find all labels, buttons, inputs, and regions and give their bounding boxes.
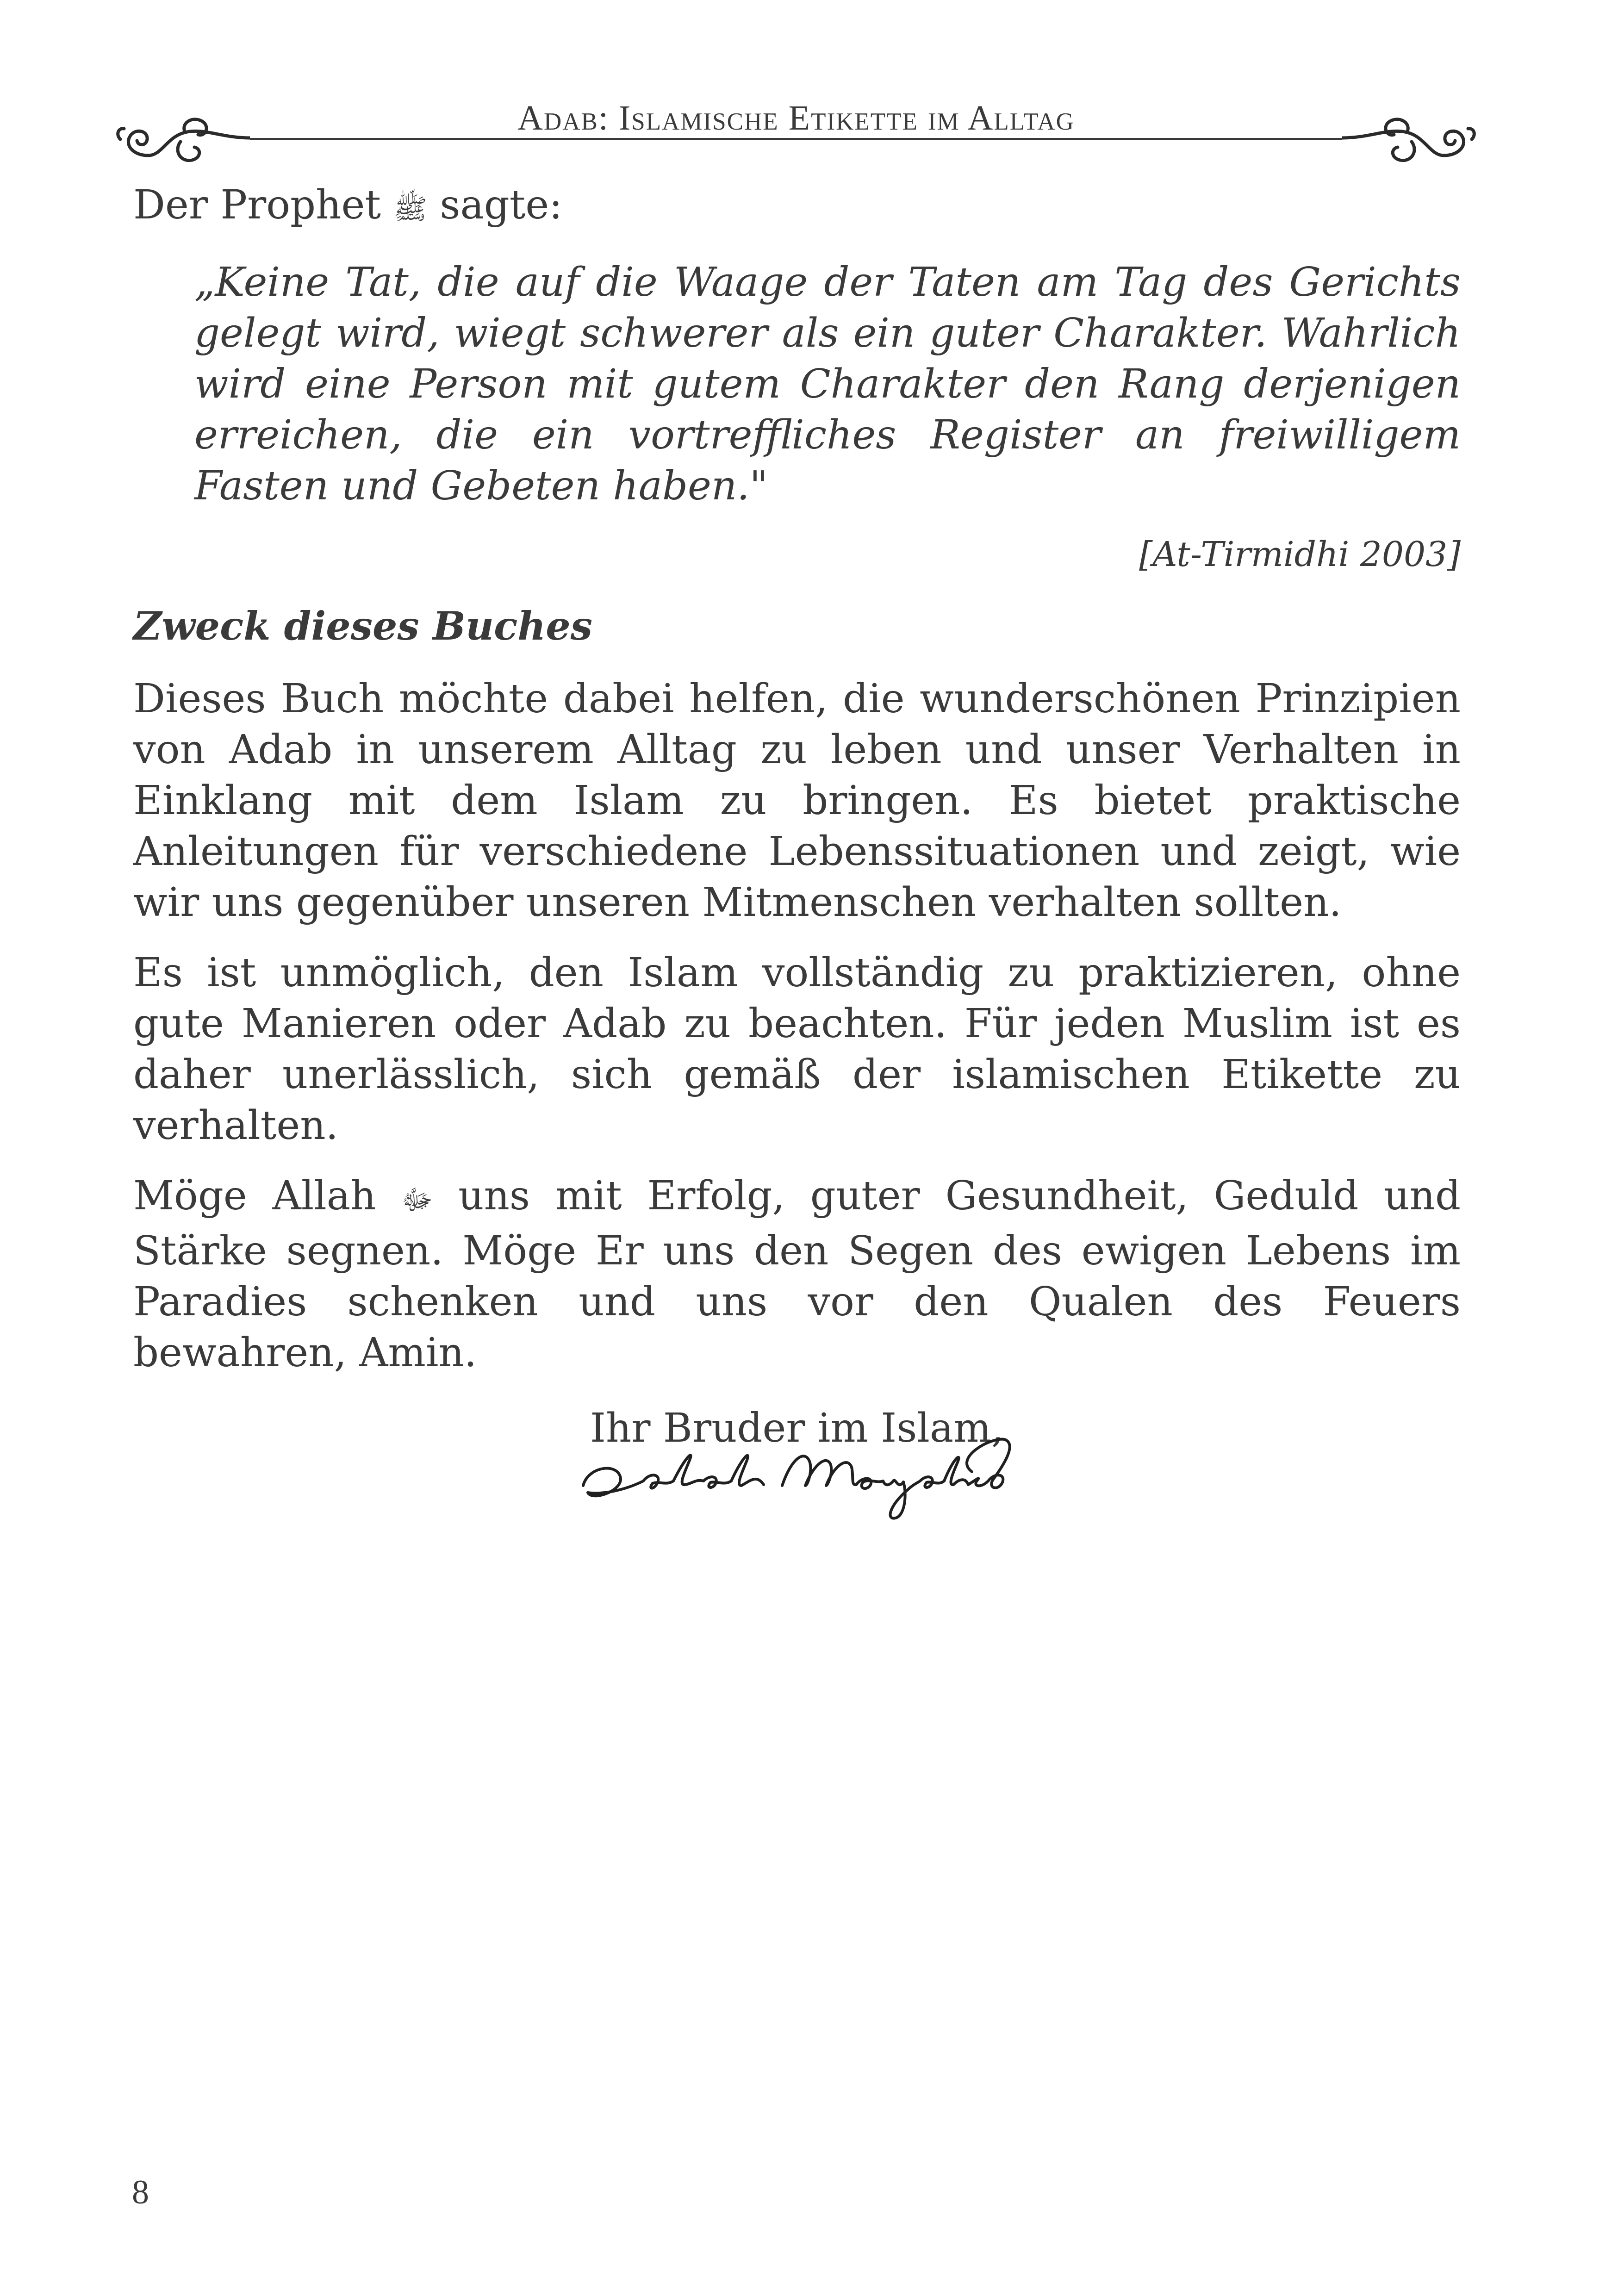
handwritten-signature [574,1416,1018,1527]
lead-text-start: Der Prophet [133,182,394,228]
prayer-text-start: Möge Allah [133,1173,402,1219]
running-header-title: Adab: Islamische Etikette im Alltag [517,99,1075,137]
page-body [133,176,1461,1456]
prophet-honorific: ﷺ [393,193,427,225]
body-paragraph: Es ist unmöglich, den Islam vollständig zu praktizieren, ohne gute Manieren oder Adab zu beachten. Für jeden Muslim ist es daher unerlässlich, sich gemäß der islamischen Etikette zu verhalten. [133,950,1461,1149]
page-number: 8 [132,2173,149,2211]
scroll-ornament-right-icon [1342,109,1481,169]
section-heading: Zweck dieses Buches [133,603,593,649]
running-header [111,93,1481,167]
hadith-quote: „Keine Tat, die auf die Waage der Taten am Tag des Gerichts gelegt wird, wiegt schwerer als ein guter Charakter. Wahrlich wird eine Person mit gutem Charakter den Rang derjenigen erreichen, die ein vortreffliches Register an freiwilligem Fasten und Gebeten haben." [194,259,1461,509]
lead-text-end: sagte: [427,182,563,228]
header-rule [250,138,1342,140]
quote-source: [At-Tirmidhi 2003] [1139,535,1461,574]
allah-honorific: ﷻ [401,1184,433,1216]
lead-sentence [133,176,1461,238]
body-paragraph: Dieses Buch möchte dabei helfen, die wunderschönen Prinzipien von Adab in unserem Alltag zu leben und unser Verhalten in Einklang mit dem Islam zu bringen. Es bietet praktische Anleitungen für verschiedene Lebenssituationen und zeigt, wie wir uns gegenüber unseren Mitmenschen verhalten sollten. [133,676,1461,926]
prayer-paragraph [133,1170,1461,1378]
closing-line: Ihr Bruder im Islam, [590,1405,1004,1451]
prayer-text-end: uns mit Erfolg, guter Gesundheit, Geduld und Stärke segnen. Möge Er uns den Segen des ewigen Lebens im Paradies schenken und uns vor den Qualen des Feuers bewahren, Amin. [133,1173,1461,1376]
